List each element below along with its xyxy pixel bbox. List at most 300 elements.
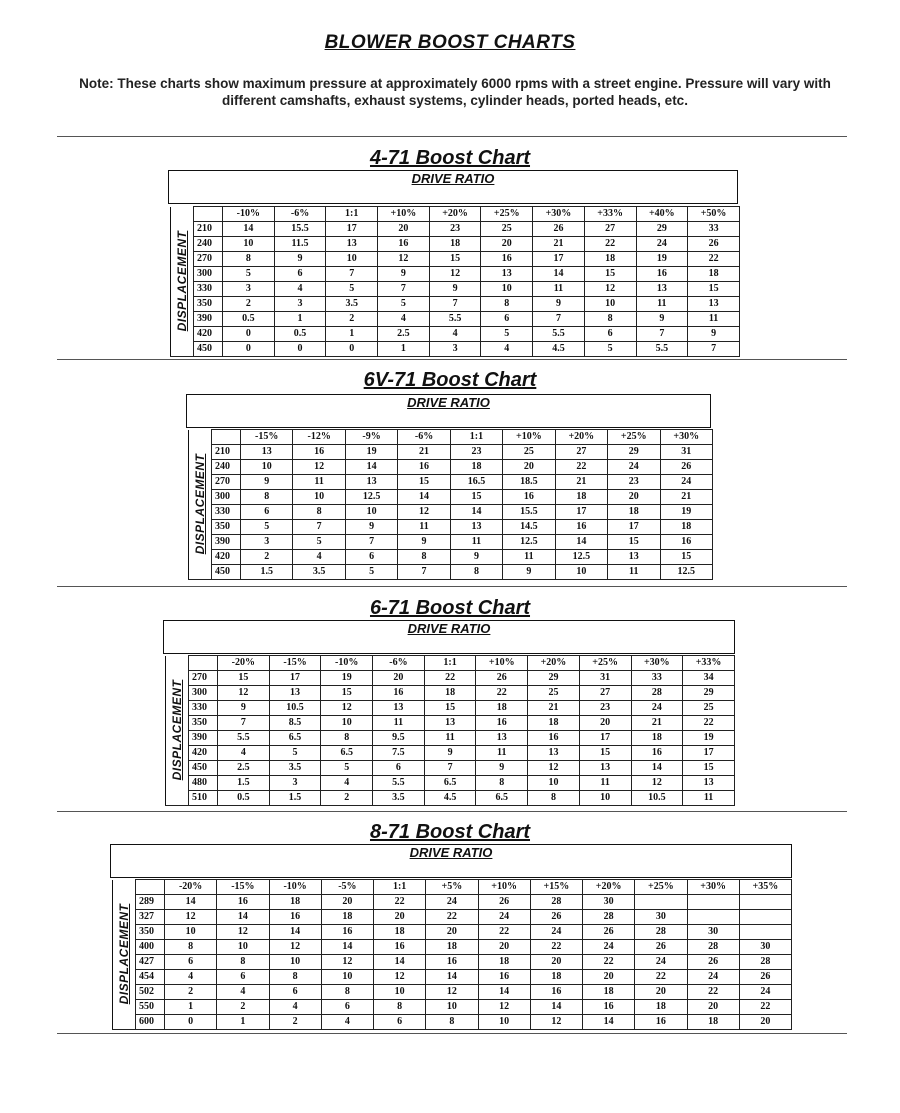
boost-value-cell: 7.5 <box>373 746 425 761</box>
column-header: -20% <box>218 656 270 671</box>
boost-value-cell: 24 <box>660 475 713 490</box>
boost-value-cell: 22 <box>635 970 687 985</box>
boost-value-cell: 20 <box>481 237 533 252</box>
table-row <box>113 970 792 985</box>
boost-value-cell: 16 <box>217 895 269 910</box>
column-header: +30% <box>687 880 739 895</box>
boost-value-cell: 11 <box>503 550 555 565</box>
boost-value-cell: 33 <box>631 671 683 686</box>
boost-value-cell: 3 <box>223 282 275 297</box>
boost-value-cell: 18 <box>631 731 683 746</box>
boost-value-cell: 14 <box>223 222 275 237</box>
table-row <box>113 910 792 925</box>
boost-value-cell: 15 <box>660 550 713 565</box>
boost-value-cell <box>635 895 687 910</box>
boost-value-cell: 7 <box>326 267 378 282</box>
column-header: +10% <box>503 430 555 445</box>
boost-value-cell: 5 <box>293 535 345 550</box>
boost-value-cell: 11 <box>398 520 450 535</box>
column-header: +30% <box>631 656 683 671</box>
boost-value-cell: 4 <box>165 970 217 985</box>
boost-value-cell: 12 <box>293 460 345 475</box>
boost-value-cell: 34 <box>683 671 735 686</box>
table-row <box>171 222 740 237</box>
boost-value-cell: 13 <box>688 297 740 312</box>
boost-value-cell: 15 <box>218 671 270 686</box>
boost-value-cell: 27 <box>584 222 636 237</box>
boost-value-cell: 7 <box>345 535 397 550</box>
column-header: -9% <box>345 430 397 445</box>
boost-value-cell: 8 <box>241 490 293 505</box>
boost-value-cell: 14 <box>217 910 269 925</box>
boost-value-cell: 1 <box>326 327 378 342</box>
displacement-header <box>166 656 189 806</box>
boost-value-cell: 2 <box>326 312 378 327</box>
boost-value-cell: 6 <box>274 267 326 282</box>
drive-ratio-label: DRIVE RATIO <box>407 621 491 636</box>
boost-value-cell: 22 <box>583 955 635 970</box>
displacement-cell: 300 <box>189 686 218 701</box>
boost-value-cell: 10 <box>481 282 533 297</box>
boost-value-cell: 9.5 <box>373 731 425 746</box>
boost-value-cell: 18 <box>530 970 582 985</box>
column-header: +10% <box>378 207 430 222</box>
boost-value-cell: 1 <box>217 1015 269 1030</box>
boost-value-cell: 11 <box>579 776 631 791</box>
displacement-cell: 480 <box>189 776 218 791</box>
column-header: -10% <box>223 207 275 222</box>
boost-value-cell: 7 <box>218 716 270 731</box>
column-header: +10% <box>478 880 530 895</box>
boost-value-cell: 10 <box>165 925 217 940</box>
boost-value-cell: 16 <box>481 252 533 267</box>
boost-value-cell: 3.5 <box>326 297 378 312</box>
boost-value-cell: 25 <box>528 686 580 701</box>
displacement-cell: 350 <box>136 925 165 940</box>
boost-value-cell: 16 <box>269 910 321 925</box>
column-header: +25% <box>481 207 533 222</box>
boost-value-cell: 15 <box>688 282 740 297</box>
boost-value-cell: 25 <box>683 701 735 716</box>
boost-value-cell: 16 <box>660 535 713 550</box>
table-row <box>113 940 792 955</box>
boost-value-cell: 24 <box>608 460 660 475</box>
boost-value-cell: 23 <box>450 445 502 460</box>
boost-value-cell: 27 <box>579 686 631 701</box>
table-row <box>189 535 713 550</box>
boost-value-cell: 20 <box>373 671 425 686</box>
displacement-cell: 400 <box>136 940 165 955</box>
boost-value-cell: 8 <box>584 312 636 327</box>
boost-value-cell: 14 <box>450 505 502 520</box>
boost-value-cell: 14 <box>398 490 450 505</box>
boost-value-cell: 21 <box>660 490 713 505</box>
boost-value-cell: 12 <box>426 985 478 1000</box>
boost-value-cell: 3 <box>274 297 326 312</box>
boost-value-cell: 13 <box>326 237 378 252</box>
boost-value-cell: 3 <box>429 342 481 357</box>
displacement-header <box>189 430 212 580</box>
boost-value-cell: 6 <box>269 985 321 1000</box>
boost-value-cell: 8 <box>293 505 345 520</box>
displacement-cell: 270 <box>212 475 241 490</box>
displacement-cell: 330 <box>194 282 223 297</box>
boost-value-cell: 4 <box>218 746 270 761</box>
boost-value-cell: 11 <box>373 716 425 731</box>
boost-value-cell: 12 <box>269 940 321 955</box>
boost-value-cell: 31 <box>660 445 713 460</box>
boost-value-cell: 9 <box>429 282 481 297</box>
boost-value-cell: 8 <box>398 550 450 565</box>
column-header: +33% <box>584 207 636 222</box>
boost-value-cell: 16 <box>528 731 580 746</box>
boost-value-cell: 22 <box>683 716 735 731</box>
displacement-cell: 450 <box>212 565 241 580</box>
boost-value-cell: 12 <box>217 925 269 940</box>
boost-value-cell: 13 <box>579 761 631 776</box>
boost-value-cell: 16 <box>635 1015 687 1030</box>
table-row <box>171 282 740 297</box>
boost-value-cell: 6 <box>165 955 217 970</box>
boost-value-cell: 14 <box>165 895 217 910</box>
table-row <box>166 791 735 806</box>
boost-value-cell: 22 <box>374 895 426 910</box>
boost-value-cell: 10 <box>326 252 378 267</box>
table-row <box>113 1000 792 1015</box>
boost-value-cell: 13 <box>373 701 425 716</box>
boost-value-cell: 8 <box>426 1015 478 1030</box>
column-header: +33% <box>683 656 735 671</box>
boost-value-cell: 18 <box>608 505 660 520</box>
column-header: +20% <box>555 430 607 445</box>
boost-value-cell: 8 <box>269 970 321 985</box>
boost-value-cell: 13 <box>269 686 321 701</box>
column-header: +20% <box>429 207 481 222</box>
boost-value-cell: 23 <box>579 701 631 716</box>
boost-value-cell: 26 <box>687 955 739 970</box>
boost-value-cell: 24 <box>583 940 635 955</box>
boost-value-cell: 10 <box>321 970 373 985</box>
boost-value-cell: 7 <box>533 312 585 327</box>
table-row <box>113 1015 792 1030</box>
boost-value-cell: 0.5 <box>223 312 275 327</box>
boost-value-cell: 3.5 <box>269 761 321 776</box>
boost-value-cell: 12.5 <box>555 550 607 565</box>
boost-value-cell: 8 <box>481 297 533 312</box>
column-header: +30% <box>660 430 713 445</box>
boost-value-cell: 18 <box>478 955 530 970</box>
displacement-cell: 420 <box>189 746 218 761</box>
boost-value-cell: 1 <box>378 342 430 357</box>
boost-value-cell: 16 <box>321 925 373 940</box>
boost-value-cell: 14 <box>269 925 321 940</box>
boost-value-cell: 0 <box>326 342 378 357</box>
boost-value-cell: 10 <box>528 776 580 791</box>
boost-value-cell: 16 <box>374 940 426 955</box>
boost-value-cell: 26 <box>478 895 530 910</box>
column-header: -6% <box>398 430 450 445</box>
boost-value-cell: 10 <box>584 297 636 312</box>
boost-value-cell: 10 <box>217 940 269 955</box>
boost-value-cell: 9 <box>476 761 528 776</box>
displacement-label: DISPLACEMENT <box>193 453 207 555</box>
boost-value-cell: 7 <box>429 297 481 312</box>
boost-value-cell: 30 <box>687 925 739 940</box>
boost-value-cell: 18 <box>660 520 713 535</box>
boost-value-cell: 5 <box>321 761 373 776</box>
boost-value-cell: 13 <box>481 267 533 282</box>
column-header: +25% <box>579 656 631 671</box>
boost-value-cell: 8.5 <box>269 716 321 731</box>
boost-value-cell: 9 <box>503 565 555 580</box>
boost-value-cell: 22 <box>478 925 530 940</box>
boost-value-cell: 16 <box>555 520 607 535</box>
boost-value-cell: 12 <box>398 505 450 520</box>
displacement-cell: 210 <box>212 445 241 460</box>
page-note: Note: These charts show maximum pressure at approximately 6000 rpms with a street engine. Pressure will vary with different camshafts, exhaust systems, cylinder heads, ported heads, etc. <box>79 76 831 108</box>
boost-value-cell: 20 <box>739 1015 791 1030</box>
column-header: +35% <box>739 880 791 895</box>
boost-value-cell: 24 <box>426 895 478 910</box>
boost-value-cell: 10 <box>579 791 631 806</box>
boost-value-cell: 28 <box>631 686 683 701</box>
boost-value-cell: 4 <box>269 1000 321 1015</box>
boost-value-cell: 7 <box>688 342 740 357</box>
boost-value-cell: 18 <box>269 895 321 910</box>
boost-value-cell: 26 <box>739 970 791 985</box>
table-row <box>113 925 792 940</box>
column-header: +20% <box>583 880 635 895</box>
boost-value-cell: 6.5 <box>269 731 321 746</box>
boost-value-cell: 18 <box>528 716 580 731</box>
boost-value-cell: 10 <box>321 716 373 731</box>
boost-value-cell: 9 <box>533 297 585 312</box>
boost-value-cell: 11 <box>476 746 528 761</box>
boost-value-cell: 17 <box>326 222 378 237</box>
drive-ratio-box <box>168 170 738 204</box>
boost-value-cell: 18 <box>688 267 740 282</box>
boost-value-cell: 12 <box>584 282 636 297</box>
boost-value-cell: 1 <box>165 1000 217 1015</box>
boost-value-cell: 30 <box>739 940 791 955</box>
displacement-cell: 502 <box>136 985 165 1000</box>
boost-value-cell: 0 <box>165 1015 217 1030</box>
boost-value-cell: 24 <box>636 237 688 252</box>
boost-value-cell: 19 <box>683 731 735 746</box>
column-header: +5% <box>426 880 478 895</box>
boost-value-cell: 7 <box>293 520 345 535</box>
corner-cell <box>212 430 241 445</box>
boost-value-cell: 20 <box>426 925 478 940</box>
table-row <box>166 731 735 746</box>
boost-value-cell: 29 <box>683 686 735 701</box>
boost-value-cell: 8 <box>217 955 269 970</box>
table-row <box>113 895 792 910</box>
boost-value-cell: 11 <box>293 475 345 490</box>
boost-value-cell: 26 <box>688 237 740 252</box>
column-header: 1:1 <box>374 880 426 895</box>
boost-value-cell: 8 <box>321 731 373 746</box>
boost-value-cell: 7 <box>398 565 450 580</box>
boost-value-cell: 18 <box>687 1015 739 1030</box>
boost-value-cell: 21 <box>533 237 585 252</box>
table-row <box>189 475 713 490</box>
boost-value-cell: 5.5 <box>533 327 585 342</box>
boost-value-cell: 3 <box>269 776 321 791</box>
boost-value-cell: 21 <box>555 475 607 490</box>
table-row <box>189 520 713 535</box>
boost-value-cell: 24 <box>478 910 530 925</box>
boost-value-cell: 14 <box>631 761 683 776</box>
column-header: -6% <box>274 207 326 222</box>
boost-value-cell: 0 <box>223 327 275 342</box>
boost-table-6-71 <box>165 655 735 806</box>
chart-title-6-71: 6-71 Boost Chart <box>369 597 531 619</box>
boost-value-cell: 9 <box>398 535 450 550</box>
boost-value-cell: 13 <box>450 520 502 535</box>
boost-value-cell: 12 <box>530 1015 582 1030</box>
displacement-cell: 240 <box>212 460 241 475</box>
boost-value-cell: 16 <box>398 460 450 475</box>
boost-value-cell: 13 <box>636 282 688 297</box>
boost-value-cell: 22 <box>555 460 607 475</box>
table-row <box>189 445 713 460</box>
table-row <box>166 746 735 761</box>
boost-value-cell: 6 <box>241 505 293 520</box>
boost-value-cell: 4.5 <box>424 791 476 806</box>
boost-value-cell: 11 <box>683 791 735 806</box>
boost-value-cell: 18 <box>555 490 607 505</box>
boost-value-cell: 4 <box>274 282 326 297</box>
boost-value-cell <box>739 925 791 940</box>
displacement-cell: 289 <box>136 895 165 910</box>
boost-value-cell: 21 <box>631 716 683 731</box>
column-header: +25% <box>608 430 660 445</box>
boost-value-cell: 18 <box>476 701 528 716</box>
boost-value-cell: 25 <box>503 445 555 460</box>
boost-value-cell: 15.5 <box>274 222 326 237</box>
displacement-label: DISPLACEMENT <box>117 903 131 1005</box>
boost-value-cell: 10.5 <box>631 791 683 806</box>
boost-value-cell: 9 <box>378 267 430 282</box>
displacement-cell: 330 <box>189 701 218 716</box>
boost-value-cell: 11 <box>450 535 502 550</box>
boost-value-cell <box>739 895 791 910</box>
displacement-cell: 330 <box>212 505 241 520</box>
boost-value-cell: 3.5 <box>293 565 345 580</box>
boost-value-cell: 8 <box>165 940 217 955</box>
boost-value-cell: 12.5 <box>660 565 713 580</box>
boost-value-cell: 9 <box>241 475 293 490</box>
boost-value-cell: 1 <box>274 312 326 327</box>
boost-value-cell: 14 <box>374 955 426 970</box>
table-row <box>166 686 735 701</box>
displacement-header <box>171 207 194 357</box>
boost-value-cell: 16 <box>583 1000 635 1015</box>
boost-value-cell: 24 <box>631 701 683 716</box>
boost-value-cell: 22 <box>739 1000 791 1015</box>
boost-value-cell: 17 <box>608 520 660 535</box>
boost-value-cell: 12 <box>165 910 217 925</box>
boost-value-cell: 15 <box>683 761 735 776</box>
boost-value-cell: 4.5 <box>533 342 585 357</box>
boost-value-cell: 16 <box>373 686 425 701</box>
header-row <box>189 430 713 445</box>
boost-value-cell: 11 <box>424 731 476 746</box>
boost-value-cell: 15 <box>429 252 481 267</box>
column-header: +50% <box>688 207 740 222</box>
divider-rule <box>57 811 847 812</box>
boost-value-cell: 28 <box>687 940 739 955</box>
displacement-cell: 420 <box>194 327 223 342</box>
boost-value-cell: 26 <box>660 460 713 475</box>
boost-value-cell: 18 <box>429 237 481 252</box>
boost-value-cell: 16 <box>530 985 582 1000</box>
boost-value-cell: 13 <box>608 550 660 565</box>
table-row <box>166 671 735 686</box>
boost-value-cell: 22 <box>476 686 528 701</box>
boost-value-cell: 18 <box>584 252 636 267</box>
boost-value-cell: 10 <box>293 490 345 505</box>
table-row <box>171 267 740 282</box>
boost-value-cell: 20 <box>478 940 530 955</box>
boost-value-cell: 5 <box>584 342 636 357</box>
column-header: +25% <box>635 880 687 895</box>
boost-value-cell: 1.5 <box>218 776 270 791</box>
boost-value-cell: 27 <box>555 445 607 460</box>
boost-value-cell <box>687 910 739 925</box>
boost-value-cell: 9 <box>424 746 476 761</box>
boost-value-cell: 11.5 <box>274 237 326 252</box>
boost-value-cell: 24 <box>739 985 791 1000</box>
table-row <box>171 237 740 252</box>
column-header: +15% <box>530 880 582 895</box>
boost-value-cell: 13 <box>528 746 580 761</box>
drive-ratio-label: DRIVE RATIO <box>409 845 493 860</box>
boost-value-cell: 7 <box>424 761 476 776</box>
column-header: -12% <box>293 430 345 445</box>
boost-value-cell: 5 <box>326 282 378 297</box>
boost-value-cell: 5 <box>378 297 430 312</box>
boost-value-cell: 29 <box>608 445 660 460</box>
column-header: +30% <box>533 207 585 222</box>
boost-value-cell: 13 <box>241 445 293 460</box>
boost-value-cell: 17 <box>683 746 735 761</box>
column-header: -15% <box>217 880 269 895</box>
boost-value-cell: 8 <box>528 791 580 806</box>
boost-value-cell: 5 <box>481 327 533 342</box>
boost-value-cell: 15 <box>608 535 660 550</box>
corner-cell <box>189 656 218 671</box>
boost-value-cell: 2 <box>223 297 275 312</box>
header-row <box>113 880 792 895</box>
drive-ratio-box <box>186 394 711 428</box>
boost-value-cell: 15 <box>579 746 631 761</box>
corner-cell <box>136 880 165 895</box>
boost-table-4-71 <box>170 206 740 357</box>
displacement-cell: 390 <box>212 535 241 550</box>
boost-value-cell: 20 <box>321 895 373 910</box>
boost-value-cell: 26 <box>533 222 585 237</box>
displacement-cell: 350 <box>189 716 218 731</box>
displacement-cell: 270 <box>189 671 218 686</box>
boost-value-cell: 26 <box>530 910 582 925</box>
column-header: 1:1 <box>326 207 378 222</box>
boost-value-cell: 16 <box>503 490 555 505</box>
boost-value-cell: 8 <box>476 776 528 791</box>
boost-value-cell: 24 <box>635 955 687 970</box>
page-title: BLOWER BOOST CHARTS <box>324 32 576 53</box>
